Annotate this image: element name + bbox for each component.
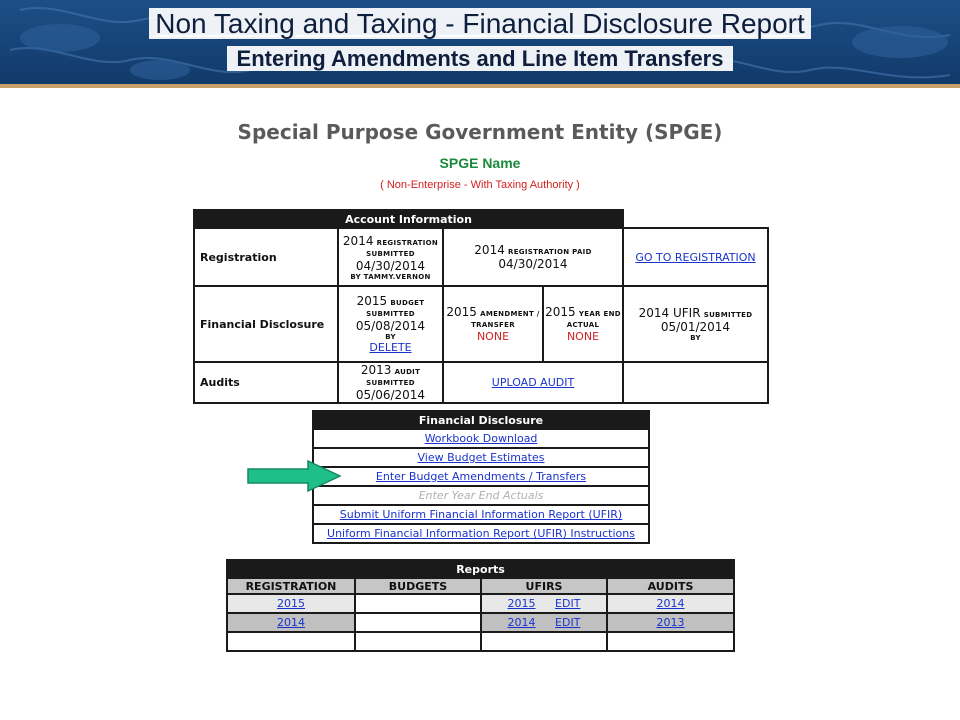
audit-report-link[interactable]: 2014: [656, 597, 685, 610]
audit-submitted-cell: 2013 AUDIT SUBMITTED 05/06/2014: [338, 362, 443, 403]
registration-report-link[interactable]: 2015: [277, 597, 305, 610]
submit-ufir-link[interactable]: Submit Uniform Financial Information Report (UFIR): [339, 508, 623, 521]
financial-disclosure-menu: [312, 410, 650, 544]
budget-submitted-cell: 2015 BUDGET SUBMITTED 05/08/2014 BY DELETE: [338, 286, 443, 362]
table-row-empty: [227, 632, 734, 651]
audits-empty-cell: [623, 362, 768, 403]
ufir-edit-link[interactable]: EDIT: [555, 597, 581, 610]
page-title: Non Taxing and Taxing - Financial Disclosure Report: [0, 8, 960, 40]
table-row: [227, 594, 734, 613]
registration-label: Registration: [194, 228, 338, 286]
audit-submitted-date: 05/06/2014: [355, 388, 426, 402]
registration-paid-date: 04/30/2014: [498, 257, 568, 271]
registration-row: [194, 228, 768, 286]
ufir-submitted-cell: 2014 UFIR SUBMITTED 05/01/2014 BY: [623, 286, 768, 362]
ufir-instructions-link[interactable]: Uniform Financial Information Report (UFIR) Instructions: [327, 527, 635, 540]
budgets-cell: [355, 613, 481, 632]
registration-report-link[interactable]: 2014: [277, 616, 305, 629]
budgets-cell: [355, 594, 481, 613]
audits-row: [194, 362, 768, 403]
budget-submitted-date: 05/08/2014: [355, 319, 426, 333]
registration-submitted-by: BY TAMMY.VERNON: [350, 272, 431, 281]
ufir-report-link[interactable]: 2015: [507, 597, 536, 610]
workbook-download-link[interactable]: Workbook Download: [424, 432, 538, 445]
year-end-actual-cell: 2015 YEAR END ACTUAL NONE: [543, 286, 623, 362]
ufir-edit-link[interactable]: EDIT: [555, 616, 581, 629]
column-header-audits: AUDITS: [607, 578, 734, 594]
delete-link[interactable]: DELETE: [369, 341, 412, 354]
registration-submitted-date: 04/30/2014: [355, 258, 426, 273]
audit-report-link[interactable]: 2013: [656, 616, 685, 629]
view-budget-estimates-link[interactable]: View Budget Estimates: [417, 451, 545, 464]
upload-audit-cell: [443, 362, 623, 403]
upload-audit-link[interactable]: UPLOAD AUDIT: [491, 376, 575, 389]
audits-label: Audits: [194, 362, 338, 403]
financial-disclosure-label: Financial Disclosure: [194, 286, 338, 362]
entity-type: ( Non-Enterprise - With Taxing Authority ): [380, 179, 580, 191]
column-header-budgets: BUDGETS: [355, 578, 481, 594]
enter-year-end-actuals-disabled: Enter Year End Actuals: [313, 486, 649, 505]
banner-divider: [0, 84, 960, 88]
entity-title: Special Purpose Government Entity (SPGE): [237, 120, 723, 144]
amendment-status: NONE: [476, 330, 510, 343]
page-subtitle: Entering Amendments and Line Item Transfers: [0, 46, 960, 72]
table-row: [227, 613, 734, 632]
year-end-status: NONE: [566, 330, 600, 343]
column-header-ufirs: UFIRS: [481, 578, 607, 594]
column-header-registration: REGISTRATION: [227, 578, 355, 594]
registration-paid-cell: 2014 REGISTRATION PAID 04/30/2014: [443, 228, 623, 286]
ufir-report-link[interactable]: 2014: [507, 616, 536, 629]
reports-table: [226, 559, 735, 652]
go-to-registration-cell: [623, 228, 768, 286]
account-information-table: [193, 209, 769, 404]
registration-submitted-cell: 2014 REGISTRATION SUBMITTED 04/30/2014 BY TAMMY.VERNON: [338, 228, 443, 286]
ufir-submitted-date: 05/01/2014: [660, 320, 731, 334]
go-to-registration-link[interactable]: GO TO REGISTRATION: [635, 250, 756, 264]
reports-heading: Reports: [227, 560, 734, 578]
header-banner: [0, 0, 960, 84]
arrow-right-icon: [246, 459, 344, 493]
account-information-heading: Account Information: [194, 210, 623, 228]
enter-budget-amendments-link[interactable]: Enter Budget Amendments / Transfers: [375, 470, 587, 483]
amendment-transfer-cell: 2015 AMENDMENT / TRANSFER NONE: [443, 286, 543, 362]
financial-disclosure-heading: Financial Disclosure: [313, 411, 649, 429]
entity-name: SPGE Name: [439, 155, 521, 171]
financial-disclosure-row: [194, 286, 768, 362]
